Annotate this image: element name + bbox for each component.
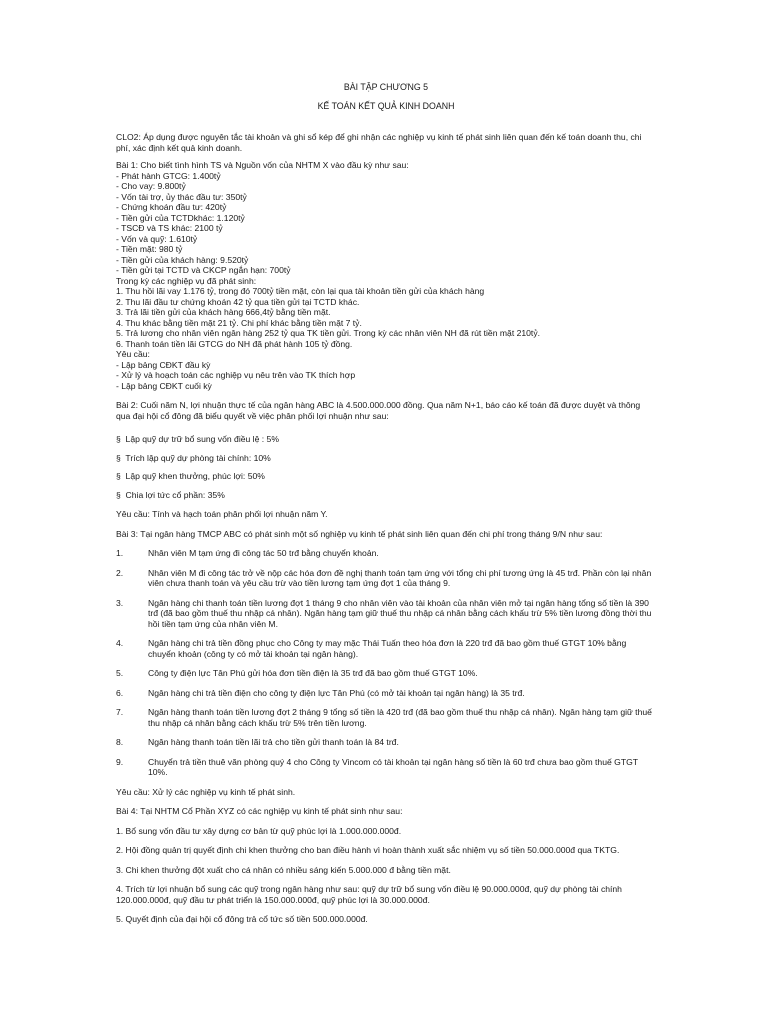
ex4-item: 4. Trích từ lợi nhuận bổ sung các quỹ trong ngân hàng như sau: quỹ dự trữ bổ sung vốn điều lệ 90.000.000đ, quỹ dự phòng tài chính 120.000.000đ, quỹ đầu tư phát triển là 150.000.000đ, quỹ phúc lợi là 30.000.000đ. <box>116 884 622 905</box>
ex3-item <box>116 568 656 589</box>
ex1-line: 5. Trả lương cho nhân viên ngân hàng 252 tỷ qua TK tiền gửi. Trong kỳ các nhân viên NH đã rút tiền mặt 210tỷ. <box>116 328 541 338</box>
ex2-item: § Chia lợi tức cổ phần: 35% <box>116 489 225 500</box>
ex1-line: 6. Thanh toán tiền lãi GTCG do NH đã phát hành 105 tỷ đồng. <box>116 338 353 349</box>
ex3-item <box>116 757 656 778</box>
exercise-4 <box>116 806 656 925</box>
ex3-item <box>116 737 656 748</box>
ex1-line: - Tiền gửi tại TCTD và CKCP ngắn hạn: 700tỷ <box>116 265 291 275</box>
exercise-3 <box>116 529 656 798</box>
ex1-line: 4. Thu khác bằng tiền mặt 21 tỷ. Chi phí khác bằng tiền mặt 7 tỷ. <box>116 317 362 328</box>
ex1-line: Yêu cầu: <box>116 349 150 359</box>
ex4-item: 3. Chi khen thưởng đột xuất cho cá nhân có nhiều sáng kiến 5.000.000 đ bằng tiền mặt. <box>116 864 451 875</box>
ex3-item <box>116 548 656 559</box>
item-number: 7. <box>116 707 124 717</box>
ex1-line: Trong kỳ các nghiệp vụ đã phát sinh: <box>116 275 257 286</box>
ex1-line: - Vốn và quỹ: 1.610tỷ <box>116 233 198 244</box>
document-page <box>116 82 656 925</box>
ex3-item <box>116 638 656 659</box>
item-number: 9. <box>116 756 124 767</box>
ex4-item: 1. Bổ sung vốn đầu tư xây dựng cơ bản từ quỹ phúc lợi là 1.000.000.000đ. <box>116 825 402 836</box>
ex1-line: - Tiền gửi của TCTDkhác: 1.120tỷ <box>116 212 245 223</box>
item-number: 2. <box>116 567 124 578</box>
item-text: Ngân hàng thanh toán tiền lãi trả cho tiền gửi thanh toán là 84 trđ. <box>148 737 399 747</box>
item-text: Nhân viên M đi công tác trở về nộp các hóa đơn đề nghị thanh toán tạm ứng với tổng chi phí tương ứng là 45 trđ. Phần còn lại nhân viên chưa thanh toán và yêu cầu trừ vào tiền lương tạm ứng đợt 1 của tháng 9. <box>148 567 652 588</box>
ex2-item: § Lập quỹ dự trữ bổ sung vốn điều lệ : 5% <box>116 434 279 444</box>
clo-paragraph: CLO2: Áp dụng được nguyên tắc tài khoản và ghi sổ kép để ghi nhận các nghiệp vụ kinh tế phát sinh liên quan đến kế toán doanh thu, chi phí, xác định kết quả kinh doanh. <box>116 132 642 153</box>
ex1-line: - TSCĐ và TS khác: 2100 tỷ <box>116 223 223 233</box>
exercise-1 <box>116 160 656 391</box>
exercise-2 <box>116 400 656 520</box>
ex1-line: - Lập bảng CĐKT cuối kỳ <box>116 380 212 391</box>
item-number: 1. <box>116 548 124 558</box>
ex3-item <box>116 707 656 728</box>
item-text: Chuyển trả tiền thuê văn phòng quý 4 cho Công ty Vincom có tài khoản tại ngân hàng số tiền là 60 trđ chưa bao gồm thuế GTGT 10%. <box>148 756 638 777</box>
item-number: 4. <box>116 638 124 648</box>
item-number: 3. <box>116 597 124 608</box>
ex4-item: 2. Hội đồng quản trị quyết định chi khen thưởng cho ban điều hành vì hoàn thành xuất sắc nhiệm vụ số tiền 50.000.000đ qua TKTG. <box>116 845 620 855</box>
ex4-intro: Bài 4: Tại NHTM Cổ Phần XYZ có các nghiệp vụ kinh tế phát sinh như sau: <box>116 806 403 816</box>
ex3-item <box>116 598 656 630</box>
ex1-line: - Phát hành GTCG: 1.400tỷ <box>116 170 221 181</box>
ex1-line: - Lập bảng CĐKT đầu kỳ <box>116 359 211 370</box>
ex1-line: - Chứng khoán đầu tư: 420tỷ <box>116 202 227 212</box>
ex3-intro: Bài 3: Tại ngân hàng TMCP ABC có phát sinh một số nghiệp vụ kinh tế phát sinh liên quan đến chi phí trong tháng 9/N như sau: <box>116 528 603 539</box>
item-text: Nhân viên M tạm ứng đi công tác 50 trđ bằng chuyển khoản. <box>148 548 379 558</box>
chapter-title: BÀI TẬP CHƯƠNG 5 <box>343 82 429 92</box>
ex2-item: § Lập quỹ khen thưởng, phúc lợi: 50% <box>116 471 265 481</box>
ex1-line: - Tiền mặt: 980 tỷ <box>116 244 183 254</box>
item-text: Ngân hàng chi trả tiền điện cho công ty điện lực Tân Phú (có mở tài khoản tại ngân hàng) là 35 trđ. <box>148 687 525 698</box>
item-text: Ngân hàng thanh toán tiền lương đợt 2 tháng 9 tổng số tiền là 420 trđ (đã bao gồm thuế thu nhập cá nhân). Ngân hàng tạm giữ thuế thu nhập cá nhân bằng cách khấu trừ 5% trên tiền lương. <box>148 707 652 728</box>
chapter-subtitle: KẾ TOÁN KẾT QUẢ KINH DOANH <box>317 101 455 111</box>
item-number: 6. <box>116 687 124 698</box>
ex1-line: 3. Trả lãi tiền gửi của khách hàng 666,4tỷ bằng tiền mặt. <box>116 307 331 317</box>
ex3-requirement: Yêu cầu: Xử lý các nghiệp vụ kinh tế phát sinh. <box>116 786 296 797</box>
ex1-line: - Cho vay: 9.800tỷ <box>116 181 186 191</box>
ex1-line: - Vốn tài trợ, ủy thác đầu tư: 350tỷ <box>116 191 247 202</box>
item-text: Công ty điện lực Tân Phú gửi hóa đơn tiền điện là 35 trđ đã bao gồm thuế GTGT 10%. <box>148 668 478 678</box>
item-number: 8. <box>116 737 124 747</box>
ex1-line: - Xử lý và hoạch toán các nghiệp vụ nêu trên vào TK thích hợp <box>116 370 356 380</box>
ex4-item: 5. Quyết định của đại hội cổ đông trả cổ tức số tiền 500.000.000đ. <box>116 914 368 924</box>
item-number: 5. <box>116 668 124 678</box>
ex2-requirement: Yêu cầu: Tính và hạch toán phân phối lợi nhuận năm Y. <box>116 509 328 519</box>
item-text: Ngân hàng chi thanh toán tiền lương đợt 1 tháng 9 cho nhân viên vào tài khoản của nhân viên mở tại ngân hàng tổng số tiền là 390 trđ (đã bao gồm thuế thu nhập cá nhân). Ngân hàng tạm giữ thuế thu nhập cá nhân bằng cách khấu trừ 5% tiền lương đồng thời thu hồi tiền tạm ứng của nhân viên M. <box>148 597 652 629</box>
ex2-intro: Bài 2: Cuối năm N, lợi nhuận thực tế của ngân hàng ABC là 4.500.000.000 đồng. Qua năm N+1, báo cáo kế toán đã được duyệt và thông qua đại hội cổ đông đã biểu quyết về việc phân phối lợi nhuận như sau: <box>116 400 641 421</box>
item-text: Ngân hàng chi trả tiền đồng phục cho Công ty may mặc Thái Tuấn theo hóa đơn là 220 trđ đã bao gồm thuế GTGT 10% bằng chuyển khoản (công ty có mở tài khoản tại ngân hàng). <box>148 638 627 659</box>
ex2-item: § Trích lập quỹ dự phòng tài chính: 10% <box>116 452 271 463</box>
ex3-item <box>116 688 656 699</box>
ex1-line: 1. Thu hồi lãi vay 1.176 tỷ, trong đó 700tỷ tiền mặt, còn lại qua tài khoản tiền gửi của khách hàng <box>116 286 485 296</box>
ex3-item <box>116 668 656 679</box>
ex1-line: Bài 1: Cho biết tình hình TS và Nguồn vốn của NHTM X vào đầu kỳ như sau: <box>116 160 409 170</box>
ex1-line: - Tiền gửi của khách hàng: 9.520tỷ <box>116 254 249 265</box>
ex1-line: 2. Thu lãi đầu tư chứng khoán 42 tỷ qua tiền gửi tại TCTD khác. <box>116 296 360 307</box>
